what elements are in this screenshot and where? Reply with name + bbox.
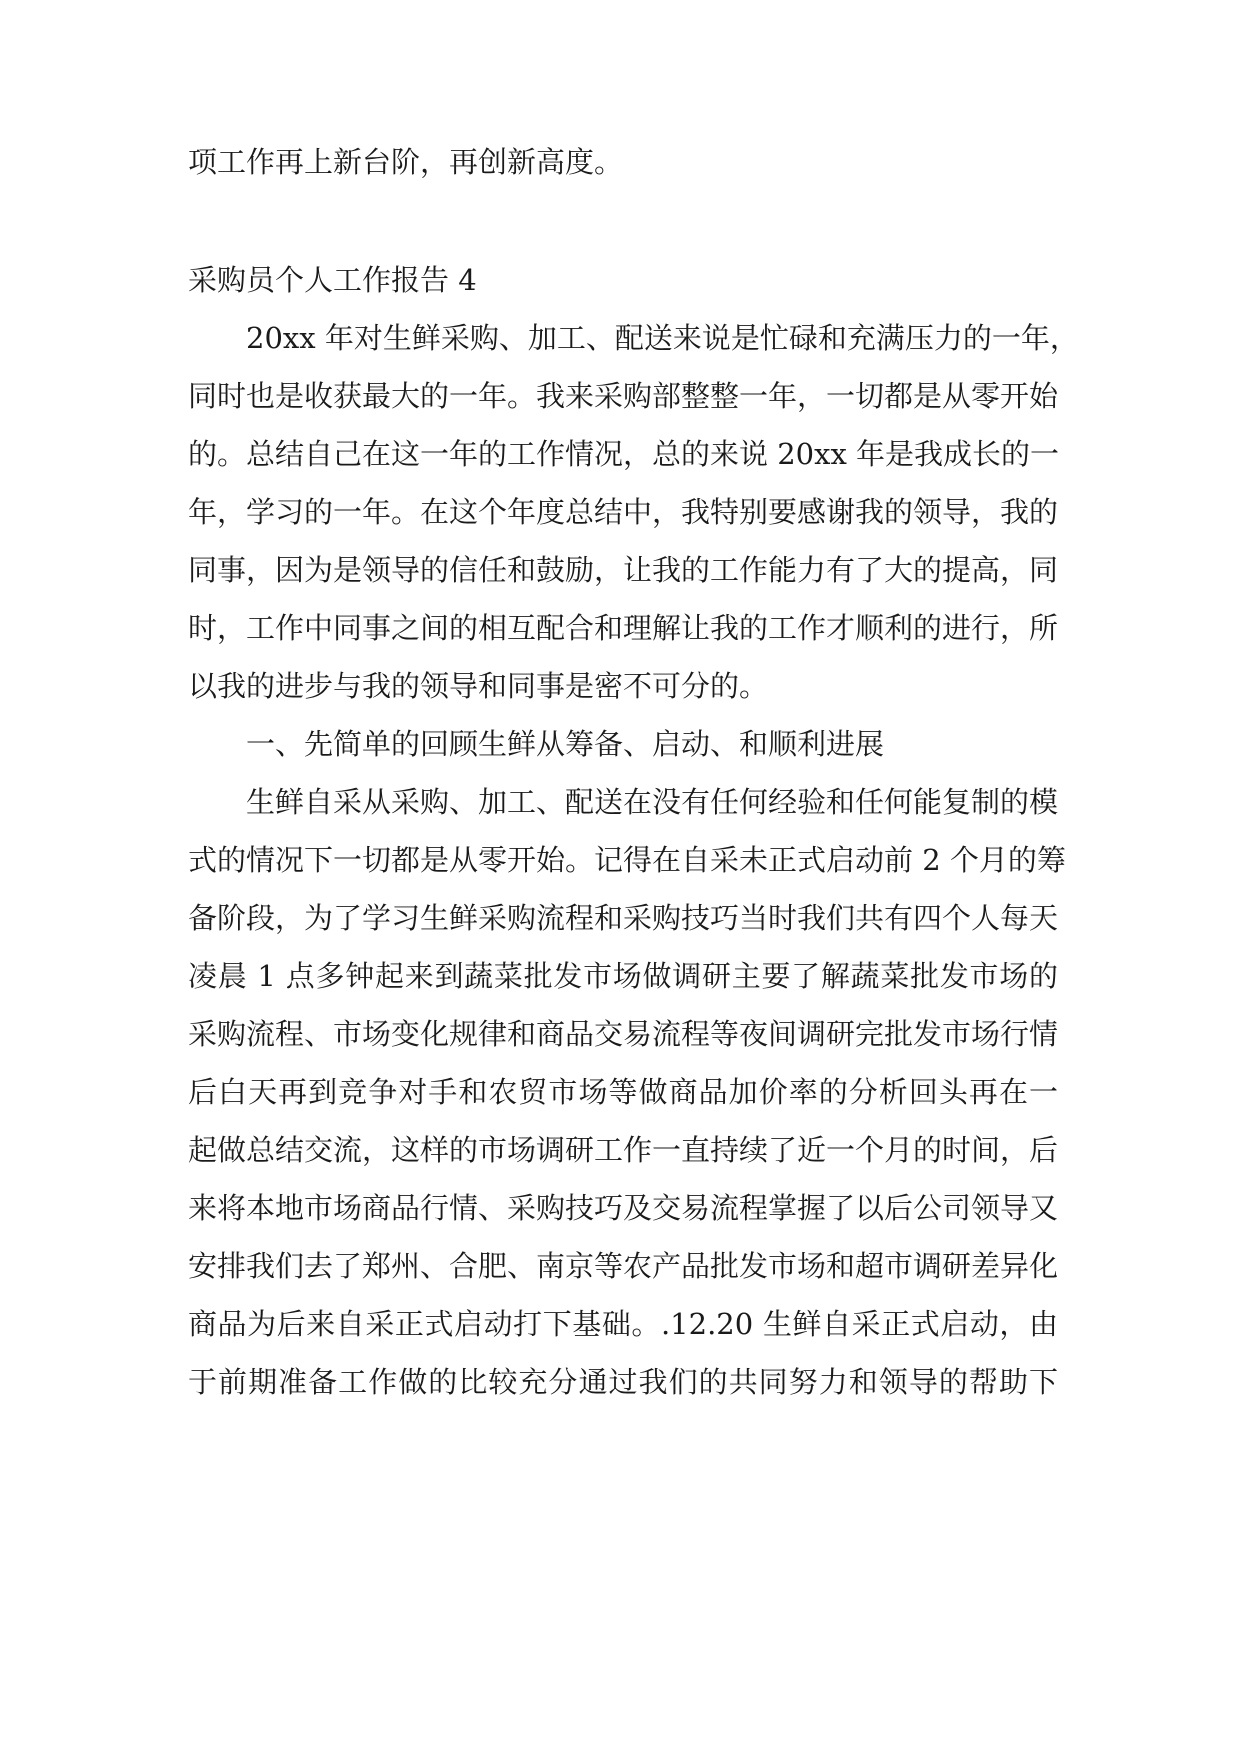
paragraph-line: 生鲜自采从采购、加工、配送在没有任何经验和任何能复制的模 <box>246 785 1059 819</box>
paragraph-line: 式的情况下一切都是从零开始。记得在自采未正式启动前 2 个月的筹 <box>188 843 1066 877</box>
paragraph-line: 凌晨 1 点多钟起来到蔬菜批发市场做调研主要了解蔬菜批发市场的 <box>188 959 1058 993</box>
subsection-heading: 一、先简单的回顾生鲜从筹备、启动、和顺利进展 <box>246 727 885 761</box>
paragraph-line: 的。总结自己在这一年的工作情况，总的来说 20xx 年是我成长的一 <box>188 437 1060 471</box>
paragraph-line: 以我的进步与我的领导和同事是密不可分的。 <box>188 669 769 703</box>
paragraph-line: 采购流程、市场变化规律和商品交易流程等夜间调研完批发市场行情 <box>188 1017 1059 1051</box>
paragraph-line: 20xx 年对生鲜采购、加工、配送来说是忙碌和充满压力的一年， <box>246 321 1079 355</box>
section-title: 采购员个人工作报告 4 <box>188 263 477 297</box>
paragraph-line: 同事，因为是领导的信任和鼓励，让我的工作能力有了大的提高，同 <box>188 553 1059 587</box>
paragraph-line: 后白天再到竞争对手和农贸市场等做商品加价率的分析回头再在一 <box>188 1075 1058 1109</box>
paragraph-line: 同时也是收获最大的一年。我来采购部整整一年，一切都是从零开始 <box>188 379 1059 413</box>
paragraph-line: 于前期准备工作做的比较充分通过我们的共同努力和领导的帮助下 <box>188 1365 1058 1399</box>
paragraph-line: 商品为后来自采正式启动打下基础。.12.20 生鲜自采正式启动，由 <box>188 1307 1058 1341</box>
paragraph-line: 安排我们去了郑州、合肥、南京等农产品批发市场和超市调研差异化 <box>188 1249 1059 1283</box>
paragraph-line: 来将本地市场商品行情、采购技巧及交易流程掌握了以后公司领导又 <box>188 1191 1059 1225</box>
paragraph-line: 备阶段，为了学习生鲜采购流程和采购技巧当时我们共有四个人每天 <box>188 901 1059 935</box>
paragraph-line: 年，学习的一年。在这个年度总结中，我特别要感谢我的领导，我的 <box>188 495 1059 529</box>
paragraph-line: 项工作再上新台阶，再创新高度。 <box>188 145 624 179</box>
paragraph-line: 起做总结交流，这样的市场调研工作一直持续了近一个月的时间，后 <box>188 1133 1059 1167</box>
paragraph-line: 时，工作中同事之间的相互配合和理解让我的工作才顺利的进行，所 <box>188 611 1059 645</box>
